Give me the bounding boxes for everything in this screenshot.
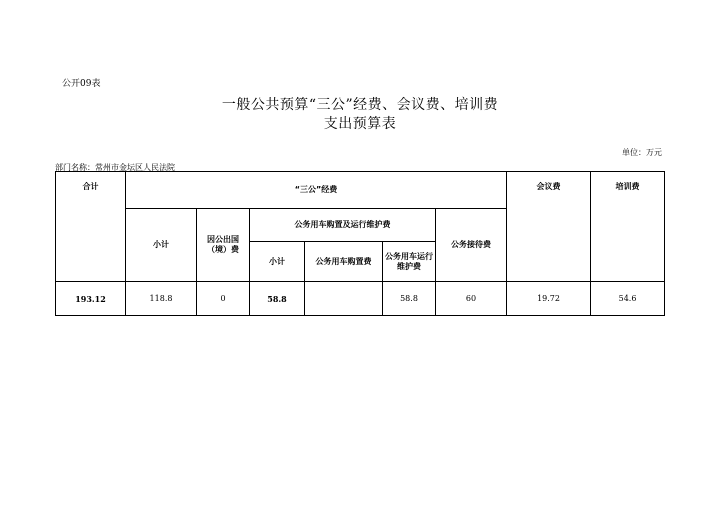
header-training: 培训费	[591, 172, 665, 282]
cell-vehicle-subtotal: 58.8	[250, 282, 305, 316]
budget-table	[55, 171, 665, 316]
header-vehicle-operation	[383, 242, 436, 282]
table-title-line1: 一般公共预算“三公”经费、会议费、培训费	[221, 97, 499, 113]
header-reception: 公务接待费	[436, 209, 507, 282]
cell-reception: 60	[436, 282, 507, 316]
header-vehicle-subtotal: 小计	[250, 242, 305, 282]
table-title-line2: 支出预算表	[323, 116, 397, 132]
department-label: 部门名称：常州市金坛区人民法院	[55, 163, 175, 172]
header-three-public: “三公”经费	[126, 172, 507, 209]
table-row	[56, 282, 665, 316]
cell-abroad: 0	[197, 282, 250, 316]
cell-total: 193.12	[56, 282, 126, 316]
cell-vehicle-operation: 58.8	[383, 282, 436, 316]
header-meeting: 会议费	[507, 172, 591, 282]
form-code: 公开09表	[62, 79, 101, 89]
header-abroad-text: 因公出国（境）费	[207, 235, 239, 254]
cell-training: 54.6	[591, 282, 665, 316]
cell-meeting: 19.72	[507, 282, 591, 316]
cell-vehicle-purchase	[305, 282, 383, 316]
cell-subtotal: 118.8	[126, 282, 197, 316]
unit-label: 单位：万元	[622, 148, 662, 157]
header-total: 合计	[56, 172, 126, 282]
header-subtotal: 小计	[126, 209, 197, 282]
header-vehicle-operation-text: 公务用车运行维护费	[385, 251, 433, 271]
header-vehicle-purchase: 公务用车购置费	[305, 242, 383, 282]
header-vehicle-group: 公务用车购置及运行维护费	[250, 209, 436, 242]
header-abroad	[197, 209, 250, 282]
